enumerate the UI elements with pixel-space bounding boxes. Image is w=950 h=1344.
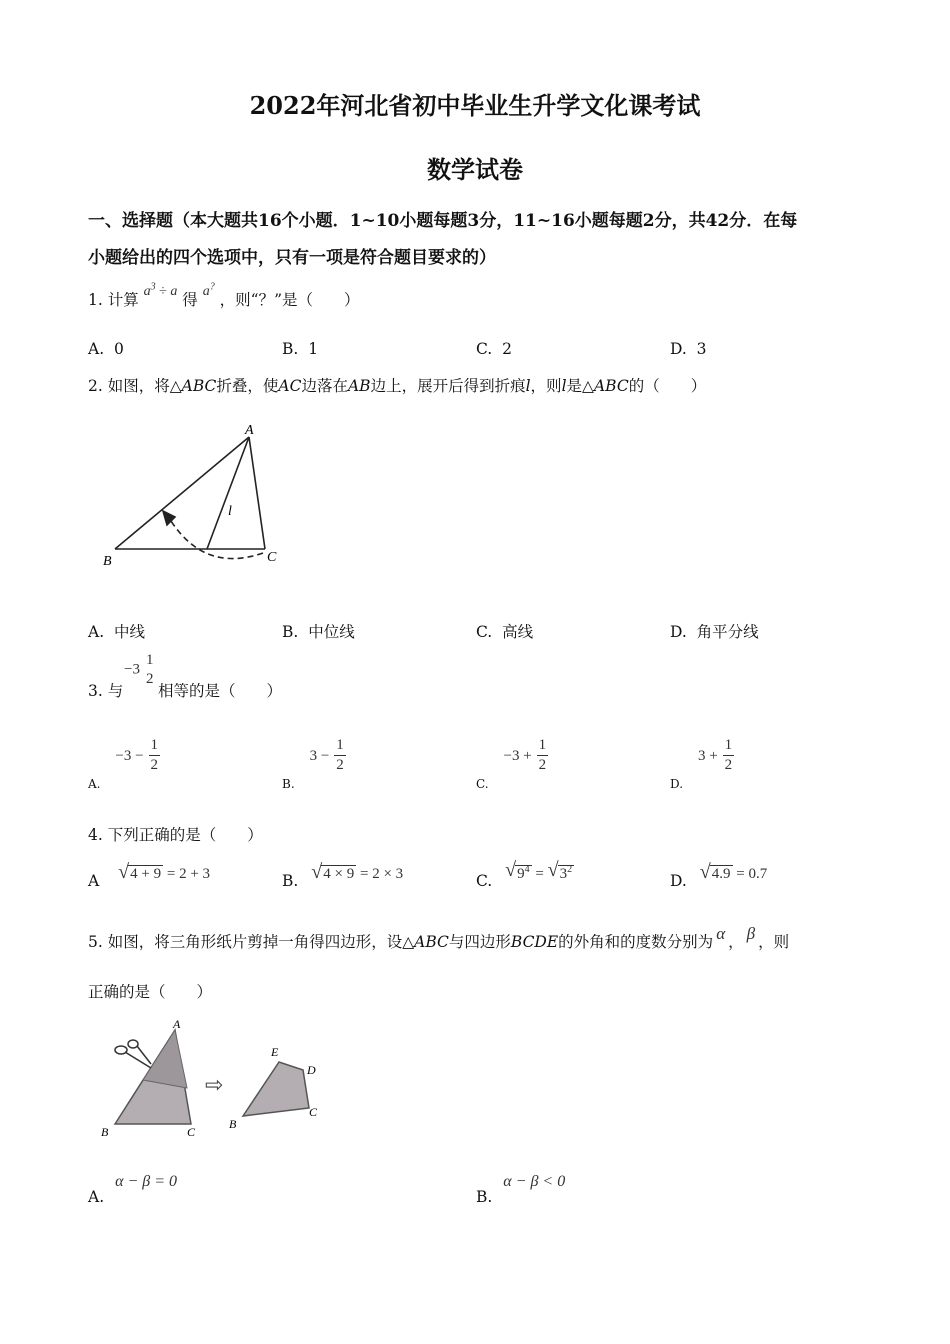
q3-mixed-number: −3 1 2 [124,652,154,687]
q3-option-a[interactable]: $_{A.}$ −3 − $\frac{1}{2}$ [88,737,159,791]
q2-side-ab [115,437,249,549]
q1-suffix: ，则“？”是（ ） [219,291,360,309]
q4-option-d[interactable]: D. √ 4.9 = 0.7 [670,861,768,890]
q2-option-b[interactable]: B. 中位线 [282,623,355,641]
q5-arrow-icon: ⇨ [205,1072,224,1097]
q5-label-b2: B [229,1117,237,1131]
question-3-suffix: 相等的是（ ） [158,682,283,700]
q2-option-d[interactable]: D. 角平分线 [670,623,759,641]
exam-subtitle: 数学试卷 [427,155,523,184]
q5-label-c: C [187,1125,196,1139]
q5-figure [95,1012,335,1142]
q5-option-a[interactable]: A. α − β = 0 [88,1173,178,1206]
q2-fold-arc [171,521,263,559]
q1-option-c[interactable]: C. 2 [476,340,512,358]
q3-option-b[interactable]: $_{B.}$ 3 − $\frac{1}{2}$ [282,737,344,791]
q1-expression: $a^3 \div a$ [143,281,178,299]
q5-label-b: B [101,1125,109,1139]
q1-option-a[interactable]: A. 0 [88,340,124,358]
q1-result: a? [202,281,215,299]
q2-triangle-figure [95,415,295,575]
q2-option-c[interactable]: C. 高线 [476,623,534,641]
exam-title: 2022年河北省初中毕业生升学文化课考试 [249,91,701,120]
q1-mid: 得 [182,291,198,309]
q5-option-b[interactable]: B. α − β < 0 [476,1173,566,1206]
q4-option-c[interactable]: C. √ $9^4$ = √ $3^2$ [476,859,573,890]
q5-triangle [115,1030,191,1124]
q5-label-c2: C [309,1105,318,1119]
q1-prefix: 1. 计算 [88,291,139,309]
q4-option-b[interactable]: B. √ 4 × 9 = 2 × 3 [282,861,404,890]
q2-label-c: C [267,550,277,565]
q2-side-ac [249,437,265,549]
q2-option-a[interactable]: A. 中线 [88,623,145,641]
q3-option-c[interactable]: $_{C.}$ −3 + $\frac{1}{2}$ [476,737,547,791]
question-5-line1: 5. 如图，将三角形纸片剪掉一角得四边形，设△ABC与四边形BCDE的外角和的度数分别为 α ， β ，则 [88,924,790,951]
q5-scissors-icon [115,1040,151,1068]
q2-label-b: B [103,554,112,569]
question-1 [88,281,360,310]
question-3-prefix: 3. 与 [88,682,124,700]
q3-option-d[interactable]: $_{D.}$ 3 + $\frac{1}{2}$ [670,737,733,791]
q1-option-d[interactable]: D. 3 [670,340,707,358]
q2-label-a: A [245,423,254,438]
q4-option-a[interactable]: A √ 4 + 9 = 2 + 3 [88,861,211,890]
q5-label-a: A [173,1017,181,1031]
section-heading-line1: 一、选择题（本大题共16个小题．1~10小题每题3分，11~16小题每题2分，共42分．在每 [88,211,798,231]
question-5-line2: 正确的是（ ） [88,983,213,1001]
section-heading-line2: 小题给出的四个选项中，只有一项是符合题目要求的） [88,248,496,268]
q1-option-b[interactable]: B. 1 [282,340,319,358]
question-2: 2. 如图，将△ABC折叠，使AC边落在AB边上，展开后得到折痕l，则l是△ABC的（ ） [88,377,707,395]
q5-label-d: D [307,1063,316,1077]
q2-label-l: l [228,504,232,519]
question-4: 4. 下列正确的是（ ） [88,826,263,844]
q5-quadrilateral [243,1062,309,1116]
q5-label-e: E [271,1045,279,1059]
